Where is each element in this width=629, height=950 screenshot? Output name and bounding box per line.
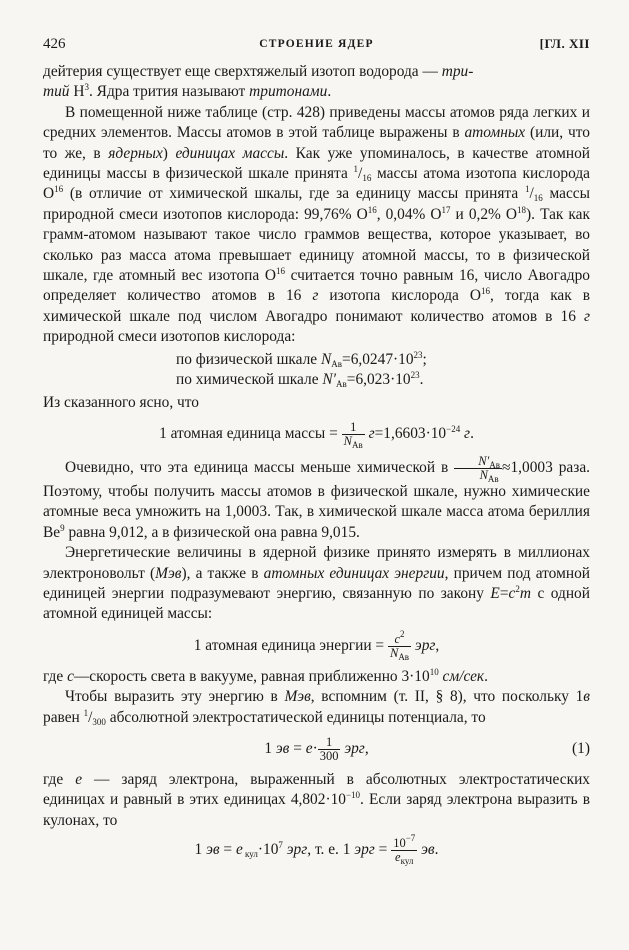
running-title: СТРОЕНИЕ ЯДЕР bbox=[259, 38, 374, 50]
paragraph-speed-of-light: где c—скорость света в вакууме, равная приближенно $3\cdot 10^{10}$ см/сек. bbox=[43, 666, 488, 685]
paragraph-atomic-mass-units: В помещенной ниже таблице (стр. 428) приведены массы атомов ряда легких и средних элементов. Массы атомов в этой таблице выражены в атомных (или, что то же, в ядерных) единицах массы. Как уже упоминалось, в качестве атомной единицы массы в физической шкале принята $^1/_{16}$ массы атома изотопа кислорода $O^{16}$ (в отличие от химической шкалы, где за единицу массы принята $^1/_{16}$ массы природной смеси изотопов кислорода: 99,76% $O^{16}$, 0,04% $O^{17}$ и 0,2% $O^{18}$). Так как грамм-атомом называют такое число граммов вещества, которое указывает, во сколько раз масса атома превышает единицу атомной массы, то в физической шкале, где атомный вес изотопа $O^{16}$ считается точно равным 16, число Авогадро определяет количество атомов в 16 г изотопа кислорода $O^{16}$, тогда как в химической шкале под числом Авогадро понимают количество атомов в 16 г природной смеси изотопов кислорода: bbox=[43, 103, 591, 346]
formula-atomic-mass-unit: 1 атомная единица массы = $\frac{1}{N_{Ав}}$ $г=1,6603\cdot 10^{-24}$ г. bbox=[159, 419, 474, 450]
paragraph-conclusion: Из сказанного ясно, что bbox=[43, 393, 199, 411]
book-page bbox=[43, 36, 590, 871]
chapter-label: [ГЛ. XII bbox=[539, 36, 590, 51]
avogadro-values bbox=[43, 350, 590, 391]
page-number: 426 bbox=[43, 36, 66, 52]
paragraph-scale-ratio: Очевидно, что эта единица массы меньше химической в $\frac{N'_{Ав}}{N_{Ав}}$ ≈1,0003 раза. Поэтому, чтобы получить массы атомов в физической шкале, нужно химические атомные веса умножить на 1,0003. Так, в химической шкале масса атома бериллия Be$^9$ равна 9,012, а в физической она равна 9,015. bbox=[43, 453, 590, 541]
avogadro-physical: по физической шкале $N_{Ав}=6,0247\cdot 10^{23}$; bbox=[176, 349, 427, 369]
formula-atomic-energy-unit: 1 атомная единица энергии = $\frac{c^2}{N_{Ав}}$ эрг, bbox=[193, 628, 440, 662]
formula-coulomb: 1 эв = e $_{кул}\cdot 10^7$ эрг, т. е. 1 эрг = $\frac{10^{-7}}{e_{кул}}$ эв. bbox=[194, 833, 439, 867]
avogadro-chemical: по химической шкале $N'_{Ав}=6,023\cdot 10^{23}$. bbox=[176, 370, 424, 390]
equation-number: (1) bbox=[572, 739, 590, 757]
paragraph-electron-charge: где e — заряд электрона, выраженный в абсолютных электростатических единицах и равный в этих единицах $4,802\cdot 10^{-10}$. Если заряд электрона выразить в кулонах, то bbox=[43, 770, 590, 829]
page-header bbox=[43, 36, 590, 58]
paragraph-tritium: дейтерия существует еще сверхтяжелый изотоп водорода — три- тий $H^3$. Ядра трития называют тритонами. bbox=[43, 63, 474, 101]
paragraph-volt-definition: Чтобы выразить эту энергию в Мэв, вспомним (т. II, § 8), что поскольку 1в равен $^1/_{300}$ абсолютной электростатической единицы потенциала, то bbox=[43, 688, 590, 727]
formula-electronvolt: 1 эв = e· $\frac{1}{300}$ эрг, (1) bbox=[264, 734, 590, 763]
paragraph-energy-units: Энергетические величины в ядерной физике принято измерять в миллионах электроновольт (Мэв), а также в атомных единицах энергии, причем под атомной единицей энергии подразумевают энергию, связанную по закону $E=c^2m$ с одной атомной единицей массы: bbox=[43, 544, 590, 623]
